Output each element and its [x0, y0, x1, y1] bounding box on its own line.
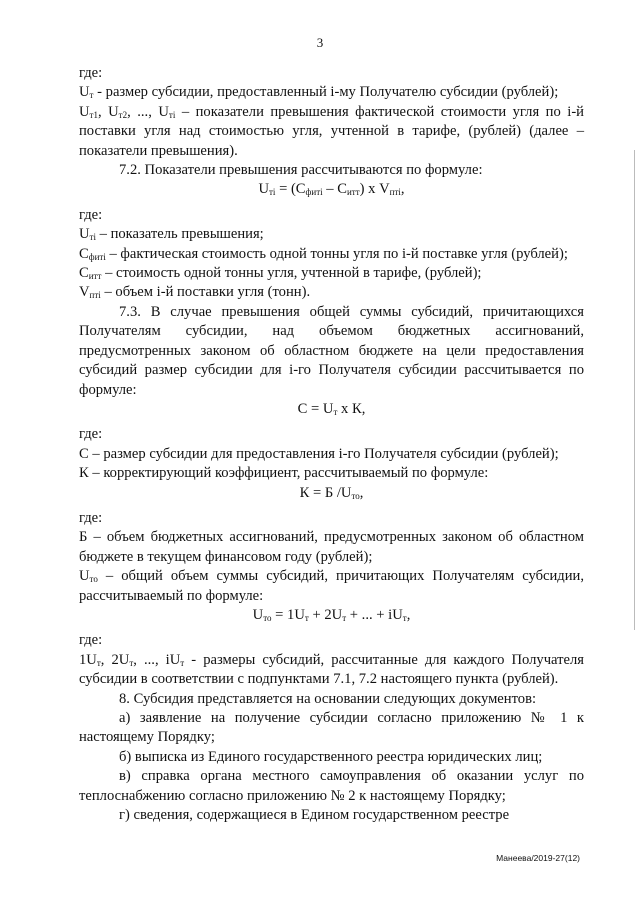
where-label: где: [79, 632, 103, 649]
formula-k: К = Б $/U_{то}$, [299, 484, 364, 501]
item-v: в) справка органа местного самоуправления об оказании услуг по теплоснабжению согласно приложению № 2 к настоящему Порядку; [79, 768, 584, 804]
item-a: а) заявление на получение субсидии согласно приложению № 1 к настоящему Порядку; [79, 710, 584, 746]
formula-c: $С = U_т$ х К, [297, 400, 366, 417]
where-label: где: [79, 65, 103, 81]
where-label: где: [79, 206, 103, 223]
def-b: Б – объем бюджетных ассигнований, предусмотренных законом об областном бюджете в текущем финансовом году (рублей); [79, 529, 584, 565]
clause-7-2: 7.2. Показатели превышения рассчитываются по формуле: [119, 162, 483, 179]
def-ut: $U_т$ - размер субсидии, предоставленный i-му Получателю субсидии (рублей); [79, 84, 559, 101]
def-vpti: $V_{пті}$ – объем i-й поставки угля (тонн). [79, 284, 311, 301]
def-uto: $U_{то}$ – общий объем суммы субсидий, причитающих Получателям субсидии, рассчитываемый по формуле: [79, 568, 584, 604]
clause-8: 8. Субсидия представляется на основании следующих документов: [119, 690, 537, 707]
formula-uti: $U_{ті} = (С_{фиті} - С_{итт})$ х $V_{пті}$, [258, 181, 405, 198]
item-g: г) сведения, содержащиеся в Едином государственном реестре [119, 807, 510, 824]
where-label: где: [79, 509, 103, 526]
def-citt: $С_{итт}$ – стоимость одной тонны угля, учтенной в тарифе, (рублей); [79, 265, 482, 282]
page-number: 3 [316, 35, 324, 50]
item-b: б) выписка из Единого государственного реестра юридических лиц; [119, 748, 543, 765]
def-sizes: $1U_т$, $2U_т$, ..., $iU_т$ - размеры субсидий, рассчитанные для каждого Получателя субсидии в соответствии с подпунктами 7.1, 7.2 настоящего пункта (рублей). [79, 651, 585, 688]
def-k: К – корректирующий коэффициент, рассчитываемый по формуле: [79, 465, 489, 482]
where-label: где: [79, 426, 103, 443]
def-uti: $U_{ті}$ – показатель превышения; [79, 226, 264, 243]
formula-uto: $U_{то} = 1U_т + 2U_т$ + ... + $iU_т$, [252, 606, 411, 623]
footer-code: Манеева/2019-27(12) [496, 853, 580, 863]
clause-7-3: 7.3. В случае превышения общей суммы субсидий, причитающихся Получателям субсидии, над объемом бюджетных ассигнований, предусмотренных законом об областном бюджете на цели предоставления субсидий размер субсидии для i-го Получателя субсидии рассчитывается по формуле: [79, 303, 584, 398]
def-cfiti: $С_{фиті}$ – фактическая стоимость одной тонны угля по i-й поставке угля (рублей); [79, 245, 568, 262]
def-c: С – размер субсидии для предоставления i-го Получателя субсидии (рублей); [79, 445, 559, 462]
def-uti-list: $U_{т1}$, $U_{т2}$, ..., $U_{ті}$ – показатели превышения фактической стоимости угля по i-й поставки угля над стоимостью угля, учтенной в тарифе, (рублей) (далее – показатели превышения). [79, 103, 584, 159]
document-body [79, 64, 584, 825]
scan-edge-line [634, 150, 635, 630]
